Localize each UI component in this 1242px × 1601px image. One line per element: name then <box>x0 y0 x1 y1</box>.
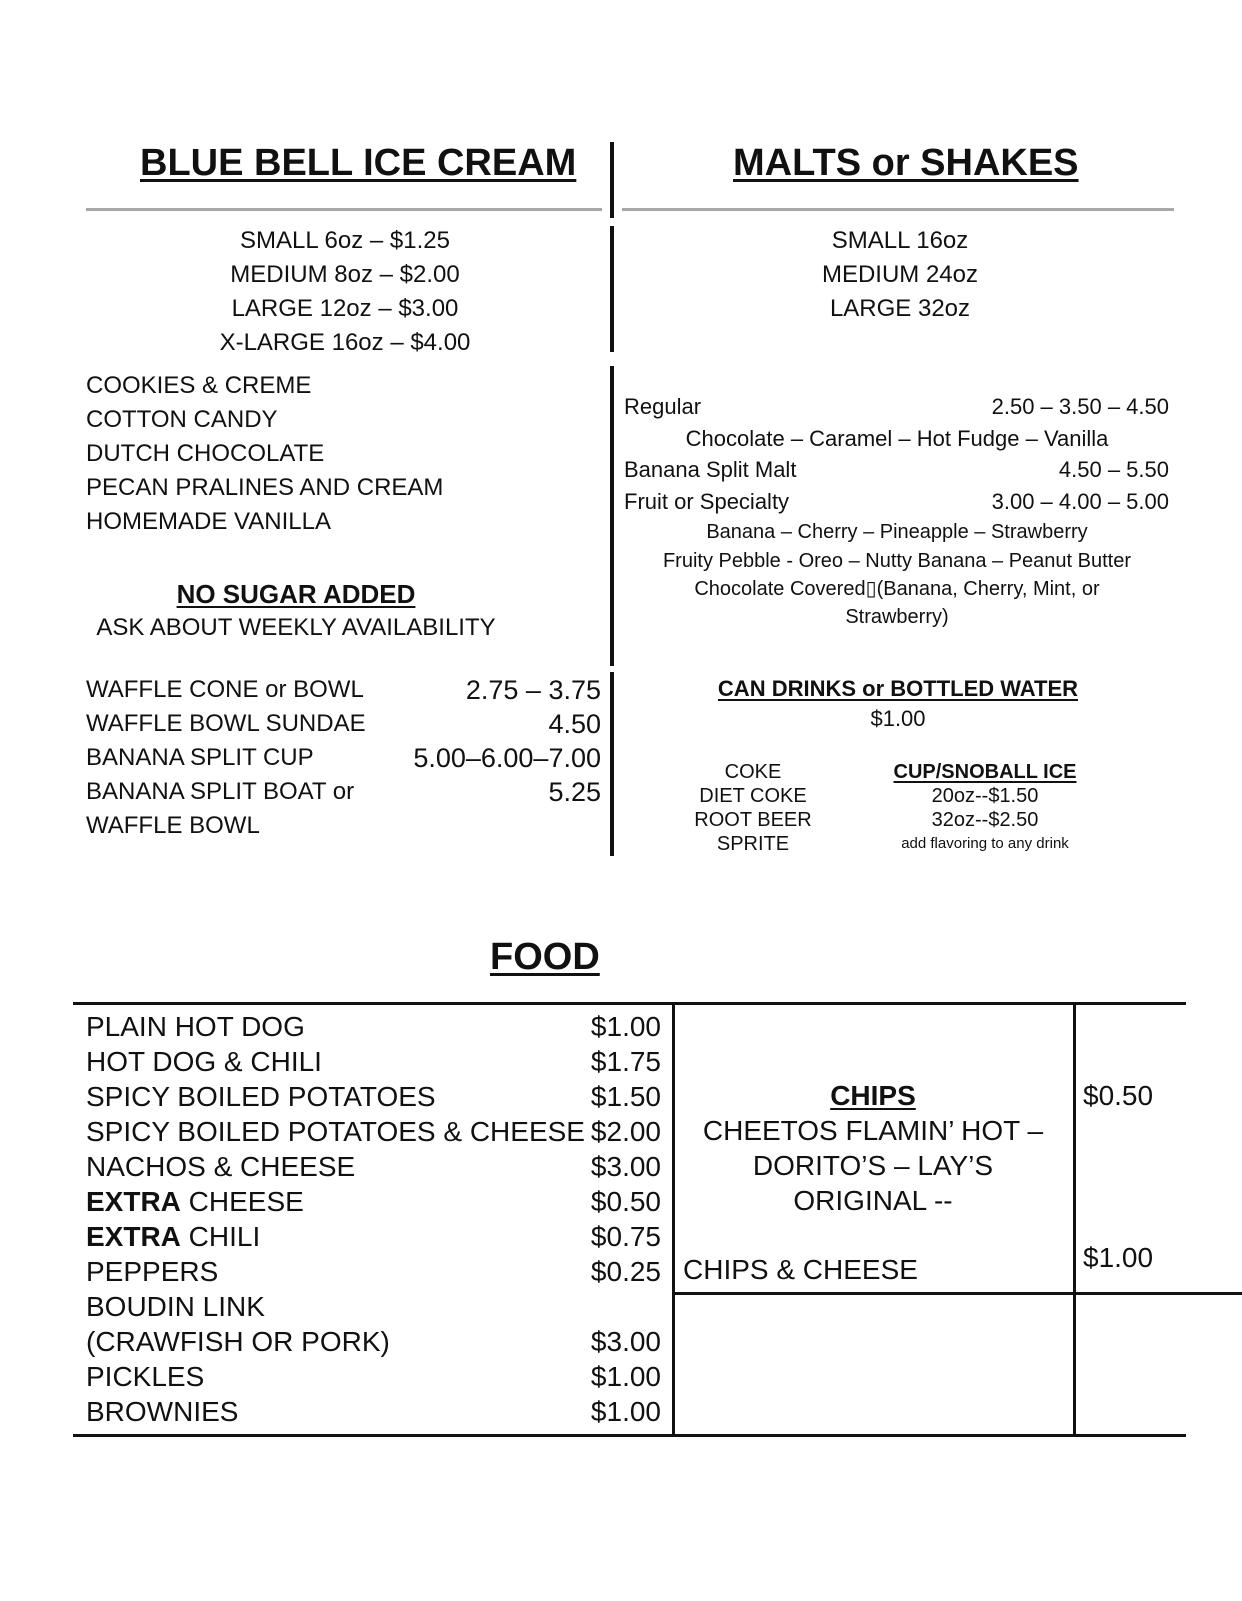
chips-title: CHIPS <box>830 1080 916 1111</box>
chips-line: ORIGINAL -- <box>793 1185 953 1216</box>
food-price: $1.00 <box>590 1011 661 1042</box>
flavor-item: PECAN PRALINES AND CREAM <box>86 474 444 501</box>
flavor-list <box>86 369 443 539</box>
food-price: $1.00 <box>590 1361 661 1392</box>
food-list <box>86 1009 661 1429</box>
food-price: $0.75 <box>590 1221 661 1252</box>
fruit-flavors-2: Fruity Pebble - Oreo – Nutty Banana – Peanut Butter <box>662 550 1132 572</box>
food-name: NACHOS & CHEESE <box>86 1151 356 1182</box>
food-top-border <box>73 1002 1186 1005</box>
waffle-name: WAFFLE BOWL SUNDAE <box>86 710 366 737</box>
ice-cream-divider <box>86 208 602 211</box>
chips-line: CHEETOS FLAMIN’ HOT – <box>702 1115 1044 1146</box>
drink-list <box>688 760 818 856</box>
fruit-flavors-3: Chocolate Covered▯(Banana, Cherry, Mint, or <box>694 578 1100 600</box>
regular-label: Regular <box>624 394 702 419</box>
food-price: $1.50 <box>590 1081 661 1112</box>
food-price: $0.25 <box>590 1256 661 1287</box>
food-row <box>86 1184 661 1219</box>
drink-item: DIET COKE <box>699 785 807 807</box>
fruit-price: 3.00 – 4.00 – 5.00 <box>991 489 1169 514</box>
cup-ice-title: CUP/SNOBALL ICE <box>893 761 1077 783</box>
no-sugar-note: ASK ABOUT WEEKLY AVAILABILITY <box>96 614 496 641</box>
malts-title: MALTS or SHAKES <box>733 142 1079 184</box>
drink-item: SPRITE <box>716 833 790 855</box>
regular-price: 2.50 – 3.50 – 4.50 <box>991 394 1169 419</box>
size-large: LARGE 12oz – $3.00 <box>231 295 459 322</box>
waffle-row <box>86 741 601 775</box>
flavor-item: HOMEMADE VANILLA <box>86 508 331 535</box>
food-row <box>86 1044 661 1079</box>
no-sugar-title: NO SUGAR ADDED <box>176 579 416 609</box>
food-row <box>86 1219 661 1254</box>
food-bottom-border <box>73 1434 1186 1437</box>
drink-item: COKE <box>724 761 782 783</box>
food-name: SPICY BOILED POTATOES <box>86 1081 436 1112</box>
food-row <box>86 1394 661 1429</box>
flavor-item: COOKIES & CREME <box>86 372 312 399</box>
ice-cream-sizes <box>150 224 540 360</box>
food-price: $3.00 <box>590 1151 661 1182</box>
malt-size: MEDIUM 24oz <box>821 261 979 288</box>
food-divider <box>672 1002 675 1437</box>
food-name: (CRAWFISH OR PORK) <box>86 1326 390 1357</box>
food-row <box>86 1359 661 1394</box>
banana-split-price: 4.50 – 5.50 <box>1058 457 1169 482</box>
column-divider <box>610 672 614 856</box>
banana-split-label: Banana Split Malt <box>624 457 797 482</box>
chips-bottom-border <box>673 1292 1242 1295</box>
food-row <box>86 1114 661 1149</box>
food-row <box>86 1324 661 1359</box>
food-name: SPICY BOILED POTATOES & CHEESE <box>86 1116 585 1147</box>
food-name: PICKLES <box>86 1361 205 1392</box>
size-xlarge: X-LARGE 16oz – $4.00 <box>219 329 471 356</box>
chips-line: DORITO’S – LAY’S <box>752 1150 994 1181</box>
waffle-name: WAFFLE CONE or BOWL <box>86 676 364 703</box>
waffle-row <box>86 809 601 843</box>
food-name: EXTRA CHILI <box>86 1221 261 1252</box>
waffle-price: 4.50 <box>548 709 601 739</box>
drink-item: ROOT BEER <box>694 809 812 831</box>
chips-price: $0.50 <box>1083 1080 1154 1111</box>
waffle-price: 2.75 – 3.75 <box>465 675 601 705</box>
food-row <box>86 1289 661 1324</box>
column-divider <box>610 226 614 352</box>
food-row <box>86 1254 661 1289</box>
fruit-label: Fruit or Specialty <box>624 489 790 514</box>
waffle-row <box>86 673 601 707</box>
cup-price: 32oz--$2.50 <box>931 809 1039 831</box>
food-name: HOT DOG & CHILI <box>86 1046 322 1077</box>
food-row <box>86 1149 661 1184</box>
malts-divider <box>622 208 1174 211</box>
chips-cheese: CHIPS & CHEESE <box>683 1254 918 1285</box>
waffle-list <box>86 673 601 843</box>
waffle-name: WAFFLE BOWL <box>86 812 260 839</box>
food-price: $3.00 <box>590 1326 661 1357</box>
food-name: PLAIN HOT DOG <box>86 1011 305 1042</box>
food-price: $0.50 <box>590 1186 661 1217</box>
food-name: EXTRA CHEESE <box>86 1186 304 1217</box>
size-medium: MEDIUM 8oz – $2.00 <box>230 261 460 288</box>
cup-price: 20oz--$1.50 <box>931 785 1039 807</box>
cup-note: add flavoring to any drink <box>901 835 1069 852</box>
food-price: $2.00 <box>590 1116 661 1147</box>
waffle-row <box>86 707 601 741</box>
food-title: FOOD <box>490 936 600 978</box>
food-price: $1.75 <box>590 1046 661 1077</box>
waffle-price: 5.25 <box>548 777 601 807</box>
fruit-flavors-4: Strawberry) <box>845 606 949 628</box>
food-divider <box>1073 1002 1076 1437</box>
drinks-title: CAN DRINKS or BOTTLED WATER <box>717 676 1079 701</box>
flavor-item: COTTON CANDY <box>86 406 278 433</box>
cup-ice <box>875 760 1095 856</box>
column-divider <box>610 366 614 666</box>
chips-cell <box>676 1078 1070 1218</box>
waffle-name: BANANA SPLIT CUP <box>86 744 314 771</box>
food-price: $1.00 <box>590 1396 661 1427</box>
size-small: SMALL 6oz – $1.25 <box>240 227 450 254</box>
malts-sizes <box>700 224 1100 326</box>
fruit-flavors-1: Banana – Cherry – Pineapple – Strawberry <box>706 521 1088 543</box>
waffle-price: 5.00–6.00–7.00 <box>413 743 601 773</box>
food-row <box>86 1009 661 1044</box>
column-divider <box>610 142 614 218</box>
food-name: BROWNIES <box>86 1396 239 1427</box>
chips-cheese-price: $1.00 <box>1083 1242 1154 1273</box>
malt-size: SMALL 16oz <box>831 227 969 254</box>
food-name: BOUDIN LINK <box>86 1291 265 1322</box>
regular-flavors: Chocolate – Caramel – Hot Fudge – Vanilla <box>685 426 1109 451</box>
flavor-item: DUTCH CHOCOLATE <box>86 440 325 467</box>
ice-cream-title: BLUE BELL ICE CREAM <box>140 142 577 184</box>
malt-size: LARGE 32oz <box>829 295 971 322</box>
waffle-name: BANANA SPLIT BOAT or <box>86 778 355 805</box>
food-row <box>86 1079 661 1114</box>
drinks-price: $1.00 <box>870 706 926 731</box>
waffle-row <box>86 775 601 809</box>
food-name: PEPPERS <box>86 1256 219 1287</box>
